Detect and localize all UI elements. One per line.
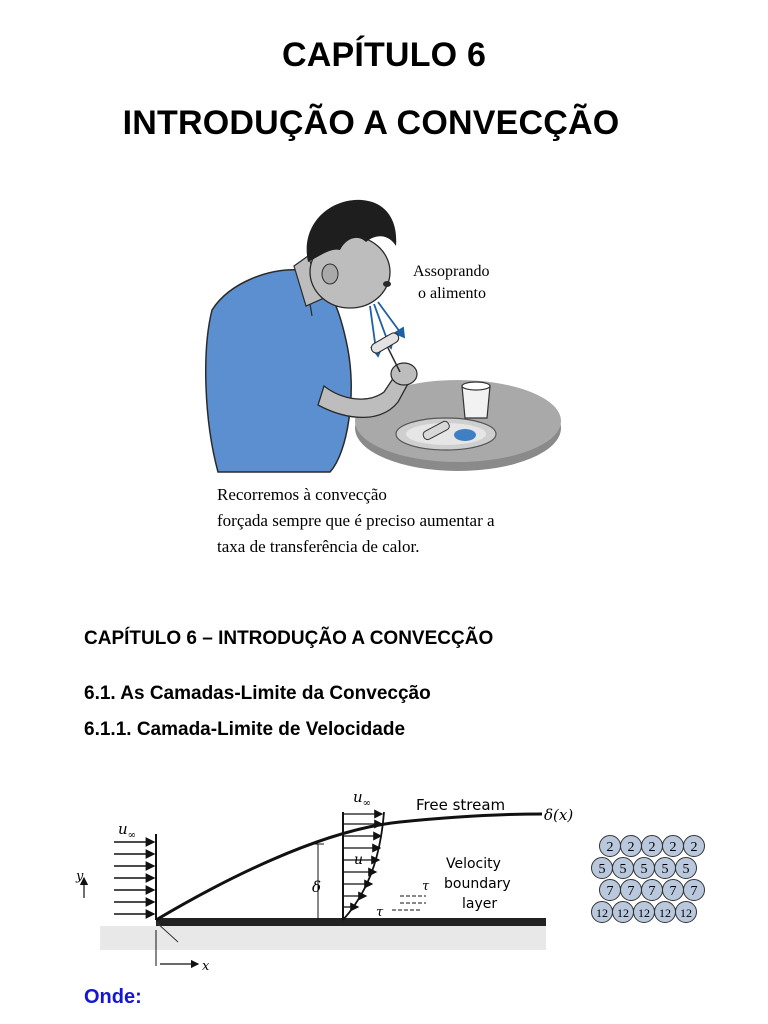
circle-number: 7 [690, 884, 698, 899]
numbered-circle [684, 880, 705, 901]
circle-number: 12 [617, 906, 629, 920]
free-stream-label: Free stream [416, 796, 506, 814]
numbered-circle [676, 902, 697, 923]
person-blowing-food-illustration [200, 190, 570, 480]
numbered-circle [592, 902, 613, 923]
numbered-circle [600, 880, 621, 901]
numbered-circle [642, 880, 663, 901]
delta-x-label: δ(x) [544, 806, 574, 824]
numbered-circle [684, 836, 705, 857]
numbered-circle [655, 902, 676, 923]
circle-number: 12 [680, 906, 692, 920]
numbered-circle [663, 880, 684, 901]
velocity-boundary-layer-diagram [70, 782, 574, 982]
circle-number: 2 [606, 840, 614, 855]
circle-number: 2 [669, 840, 677, 855]
numbered-circle [613, 858, 634, 879]
glass [462, 386, 490, 418]
u-infinity-label-left: $u_\infty$ [118, 820, 137, 841]
numbered-circle [663, 836, 684, 857]
numbered-circle [621, 836, 642, 857]
numbered-circle [634, 902, 655, 923]
circle-number: 7 [669, 884, 677, 899]
circle-number: 7 [648, 884, 656, 899]
numbered-circle [634, 858, 655, 879]
numbered-circle [676, 858, 697, 879]
caption-line: Recorremos à convecção [217, 485, 387, 504]
chapter-title: CAPÍTULO 6 [281, 36, 487, 74]
section-heading-6-1-1: 6.1.1. Camada-Limite de Velocidade [84, 719, 406, 740]
circle-number: 2 [648, 840, 656, 855]
circle-number: 2 [690, 840, 698, 855]
tau-label-lower: τ [376, 905, 384, 920]
circle-number: 12 [659, 906, 671, 920]
chapter-heading: CAPÍTULO 6 – INTRODUÇÃO A CONVECÇÃO [84, 628, 494, 649]
vbl-label-line1: Velocity [446, 856, 501, 872]
hand [391, 363, 417, 385]
plate-shadow [100, 926, 546, 950]
circle-number: 5 [682, 862, 690, 877]
flat-plate [156, 918, 546, 926]
blue-food [454, 429, 476, 441]
circle-number: 5 [640, 862, 648, 877]
numbered-circle [600, 836, 621, 857]
glass-rim [462, 382, 490, 390]
circle-number: 2 [627, 840, 635, 855]
circle-number: 7 [606, 884, 614, 899]
caption-line: taxa de transferência de calor. [217, 537, 420, 556]
section-heading-6-1: 6.1. As Camadas-Limite da Convecção [84, 683, 431, 704]
x-axis-label: x [202, 959, 210, 974]
blowing-label-line2: o alimento [418, 285, 486, 302]
circle-number: 12 [638, 906, 650, 920]
y-axis-label: y [76, 869, 84, 884]
numbered-circle [613, 902, 634, 923]
numbered-circle [592, 858, 613, 879]
mouth [383, 281, 391, 287]
blowing-label-line1: Assoprando [413, 263, 490, 280]
chapter-subtitle: INTRODUÇÃO A CONVECÇÃO [122, 104, 620, 142]
numbered-circles-grid [592, 832, 716, 928]
circle-number: 7 [627, 884, 635, 899]
u-label: u [354, 852, 364, 868]
numbered-circle [642, 836, 663, 857]
delta-label: δ [312, 878, 322, 896]
numbered-circle [655, 858, 676, 879]
tau-label-upper: τ [422, 879, 430, 894]
circle-number: 12 [596, 906, 608, 920]
vbl-label-line3: layer [462, 896, 498, 912]
figure-caption [217, 482, 495, 560]
circle-number: 5 [661, 862, 669, 877]
vbl-label-line2: boundary [444, 876, 511, 892]
inflow-arrows-icon [114, 842, 154, 914]
u-infinity-label-top: $u_\infty$ [353, 788, 372, 809]
circle-number: 5 [598, 862, 606, 877]
circle-number: 5 [619, 862, 627, 877]
caption-line: forçada sempre que é preciso aumentar a [217, 511, 495, 530]
numbered-circle [621, 880, 642, 901]
onde-label: Onde: [84, 986, 142, 1008]
